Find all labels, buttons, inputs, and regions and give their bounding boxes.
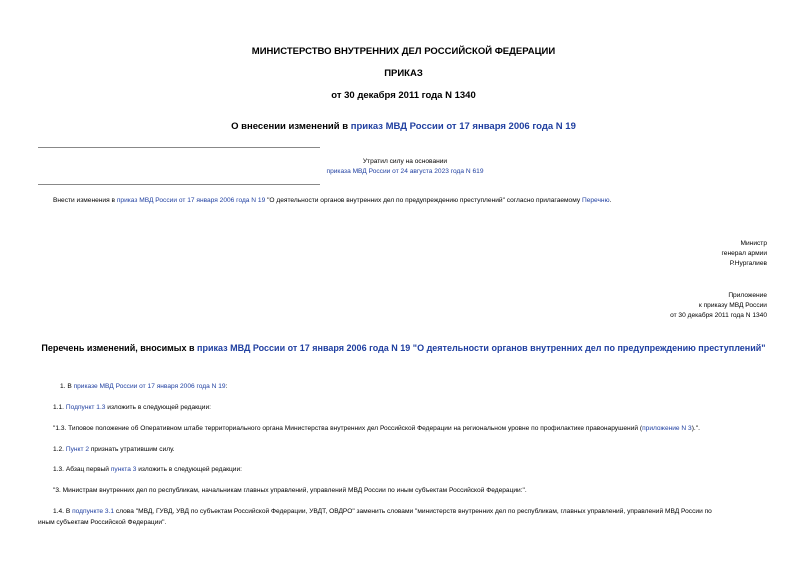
subclause-3-1-link[interactable]: подпункте 3.1 — [72, 508, 115, 515]
doc-type: ПРИКАЗ — [384, 68, 423, 79]
item-1-1-prefix: 1.1. — [53, 404, 66, 411]
quote-1-3 — [53, 424, 783, 434]
item-1-4-prefix: 1.4. В — [53, 508, 73, 515]
list-title — [0, 343, 807, 353]
clause-2-link[interactable]: Пункт 2 — [65, 446, 89, 453]
item-1-2-suffix: признать утратившим силу. — [89, 446, 175, 453]
item-1-4-suffix: слова "МВД, ГУВД, УВД по субъектам Российской Федерации, УВДТ, ОВДРО" заменить словами "министерств внутренних дел по республикам, главных управлений, управлений МВД России по — [114, 508, 712, 515]
item-1-2 — [53, 445, 175, 455]
appendix-order: к приказу МВД России — [698, 302, 767, 309]
intro-text-3: . — [609, 197, 612, 204]
intro-paragraph — [53, 196, 773, 206]
quote-1-3-text: "1.3. Типовое положение об Оперативном штабе территориального органа Министерства внутренних дел Российской Федерации на региональном уровне по профилактике правонарушений ( — [53, 425, 643, 432]
quote-1-3-end: ).". — [691, 425, 700, 432]
item-1-3-suffix: изложить в следующей редакции: — [136, 466, 242, 473]
notice-top-divider — [38, 147, 320, 148]
item-1-prefix: 1. В — [60, 383, 74, 390]
subclause-1-3-link[interactable]: Подпункт 1.3 — [65, 404, 106, 411]
item-1-3 — [53, 465, 242, 475]
signature-position: Министр — [740, 240, 767, 247]
repeal-notice — [316, 157, 494, 177]
repeal-notice-line: Утратил силу на основании — [362, 158, 448, 165]
intro-order-link[interactable]: приказ МВД России от 17 января 2006 года N 19 — [116, 197, 266, 204]
signature-name: Р.Нургалиев — [729, 260, 767, 267]
item-1-1 — [53, 403, 211, 413]
appendix-label: Приложение — [728, 292, 767, 299]
signature-rank: генерал армии — [721, 250, 767, 257]
repeal-order-link[interactable]: приказа МВД России от 24 августа 2023 года N 619 — [326, 168, 484, 175]
ministry-title: МИНИСТЕРСТВО ВНУТРЕННИХ ДЕЛ РОССИЙСКОЙ ФЕДЕРАЦИИ — [251, 46, 556, 57]
item-1-suffix: : — [225, 383, 228, 390]
intro-text-2: "О деятельности органов внутренних дел по предупреждению преступлений" согласно прилагаемому — [265, 197, 582, 204]
notice-bottom-divider — [38, 184, 320, 185]
appendix-block — [670, 291, 767, 321]
item-1-3-prefix: 1.3. Абзац первый — [53, 466, 111, 473]
appendix-3-link[interactable]: приложение N 3 — [642, 425, 692, 432]
quote-3: "3. Министрам внутренних дел по республикам, начальникам главных управлений, управлений МВД России по иным субъектам Российской Федерации:". — [53, 487, 527, 494]
doc-subject-prefix: О внесении изменений в — [231, 121, 351, 132]
intro-text-1: Внести изменения в — [53, 197, 117, 204]
doc-subject — [0, 121, 807, 132]
item-1-2-prefix: 1.2. — [53, 446, 66, 453]
clause-3-link[interactable]: пункта 3 — [110, 466, 137, 473]
subject-order-link[interactable]: приказ МВД России от 17 января 2006 года N 19 — [350, 121, 576, 132]
appendix-date: от 30 декабря 2011 года N 1340 — [670, 312, 767, 319]
item-1-4 — [53, 507, 773, 517]
item-1-4-line-2: иным субъектам Российской Федерации". — [38, 519, 167, 526]
item-1-4-line-1 — [53, 507, 773, 517]
intro-list-link[interactable]: Перечню — [581, 197, 610, 204]
doc-date: от 30 декабря 2011 года N 1340 — [331, 90, 476, 101]
item-1-order-link[interactable]: приказе МВД России от 17 января 2006 года N 19 — [73, 383, 226, 390]
item-1 — [60, 382, 227, 392]
list-title-order-link[interactable]: приказ МВД России от 17 января 2006 года N 19 "О деятельности органов внутренних дел по предупреждению преступлений" — [197, 343, 766, 353]
signature-block — [722, 239, 767, 269]
item-1-1-suffix: изложить в следующей редакции: — [105, 404, 212, 411]
list-title-prefix: Перечень изменений, вносимых в — [41, 343, 198, 353]
